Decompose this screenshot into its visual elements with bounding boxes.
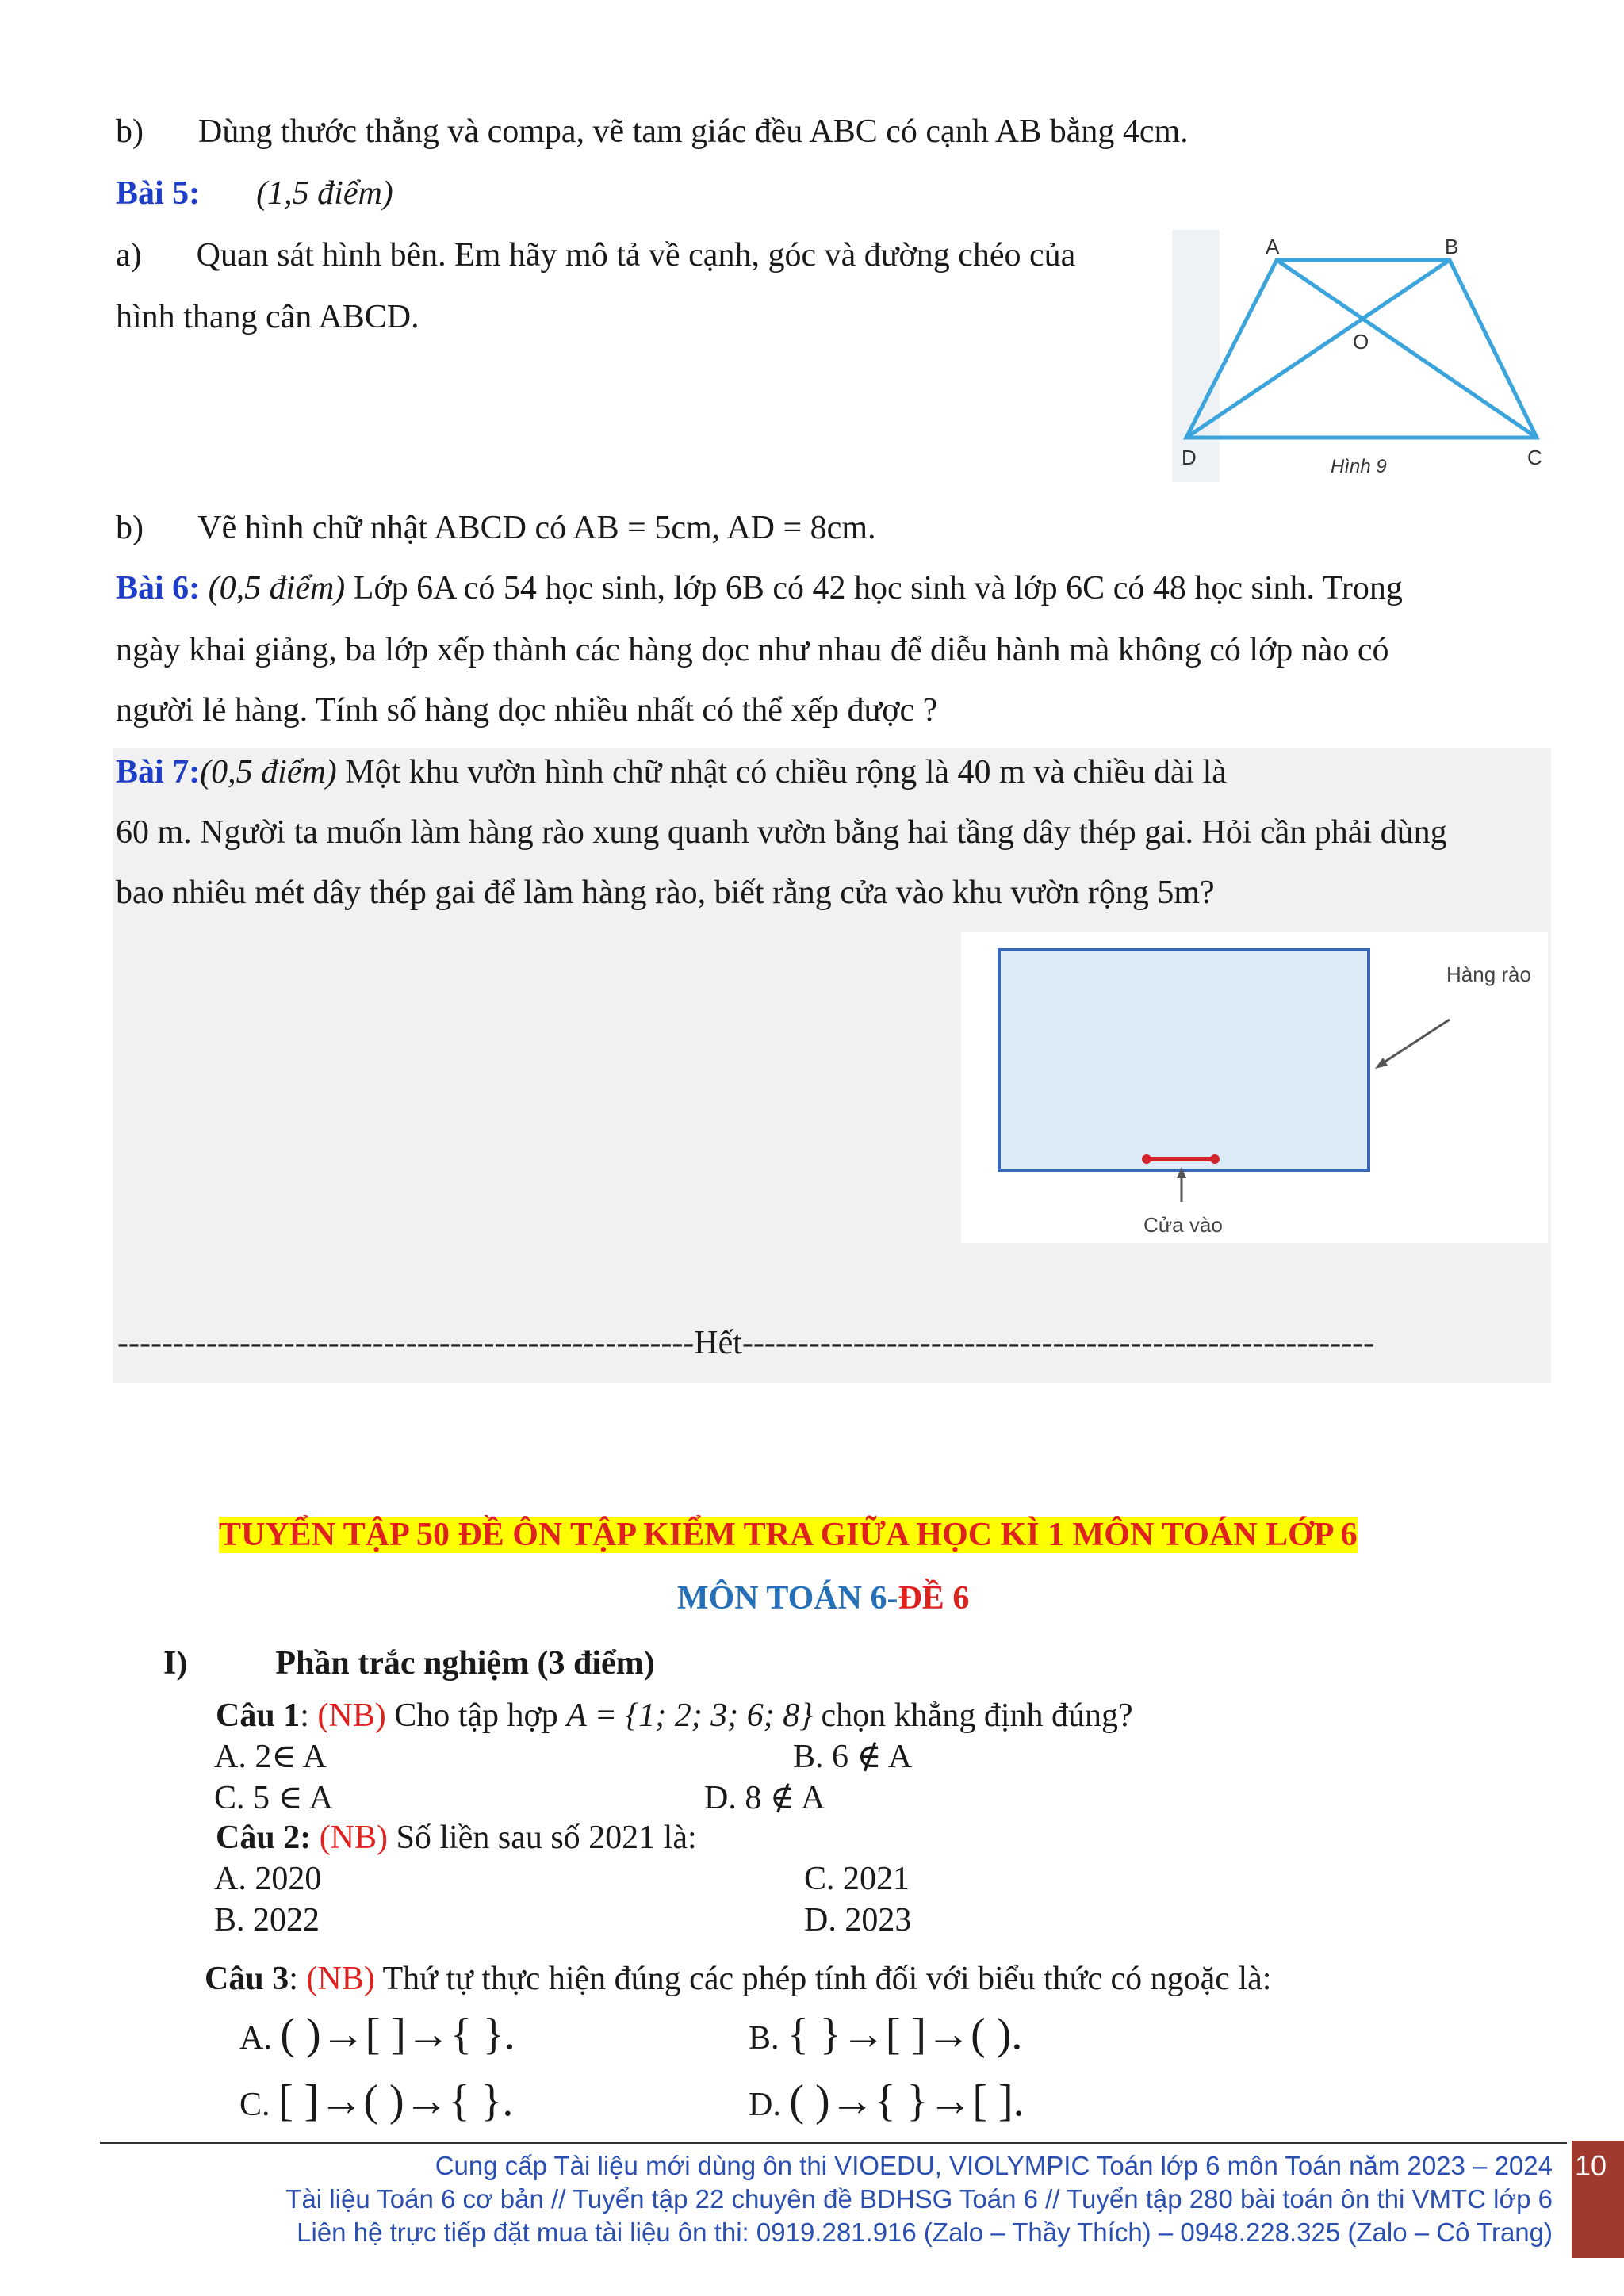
item-label: b) [116,510,144,546]
section-title [219,1514,1358,1556]
exam-title-main: MÔN TOÁN 6- [677,1580,898,1617]
item-label: a) [116,237,142,274]
exam-title-number: ĐỀ 6 [898,1580,970,1617]
bai6-text: Lớp 6A có 54 học sinh, lớp 6B có 42 học sinh và lớp 6C có 48 học sinh. Trong [345,570,1403,607]
cau1-text-a: Cho tập hợp [385,1697,567,1734]
trapezoid-figure [1172,230,1553,482]
bai5-a-line2: hình thang cân ABCD. [116,299,419,335]
end-separator: ----------------------------------------------------Hết--------------------------------------------------------- [117,1325,1375,1361]
cau3-option-a [239,2010,515,2059]
cau1-text-b: chọn khẳng định đúng? [813,1697,1133,1734]
vertex-b-label: B [1445,235,1459,258]
cau1-set: A = {1; 2; 3; 6; 8} [566,1697,814,1734]
page-number-text: 10 [1575,2149,1607,2182]
bai6-line3: người lẻ hàng. Tính số hàng dọc nhiều nhất có thể xếp được ? [116,692,938,729]
cau1-question: Câu 1: (NB) Cho tập hợp A = {1; 2; 3; 6; 8} chọn khẳng định đúng? [216,1697,1133,1734]
garden-figure [961,932,1548,1243]
bai6-label: Bài 6: [116,570,201,607]
option-label: B. [749,2020,779,2057]
bai5-a-line1 [116,235,1075,276]
option-expression: ( )→{ }→[ ]. [789,2076,1025,2126]
cau1-option-a: A. 2∈ A [214,1739,327,1775]
gate-endpoint-right [1210,1154,1220,1164]
option-expression: ( )→[ ]→{ }. [280,2010,515,2059]
cau2-text: Số liền sau số 2021 là: [388,1820,697,1856]
option-label: A. [239,2020,272,2057]
bai7-line2: 60 m. Người ta muốn làm hàng rào xung quanh vườn bằng hai tầng dây thép gai. Hỏi cần phải dùng [116,814,1447,851]
fence-label: Hàng rào [1446,962,1531,986]
option-label: D. [749,2087,781,2123]
figure-shadow [1172,230,1220,482]
bai6-line1 [116,568,1403,609]
cau1-level: (NB) [317,1697,386,1734]
garden-rectangle [999,950,1369,1170]
figure-caption: Hình 9 [1331,456,1387,477]
bai5-b-line [116,507,876,549]
vertex-a-label: A [1266,235,1280,258]
cau3-question: Câu 3: (NB) Thứ tự thực hiện đúng các phép tính đối với biểu thức có ngoặc là: [205,1961,1272,1997]
option-expression: [ ]→( )→{ }. [278,2076,514,2126]
gate-label: Cửa vào [1143,1213,1223,1237]
bai5-heading [116,173,393,214]
cau2-option-b: B. 2022 [214,1902,320,1938]
cau1-option-c: C. 5 ∈ A [214,1780,334,1816]
bai7-line3: bao nhiêu mét dây thép gai để làm hàng rào, biết rằng cửa vào khu vườn rộng 5m? [116,874,1215,911]
point-o-label: O [1353,330,1369,354]
footer-line2: Tài liệu Toán 6 cơ bản // Tuyển tập 22 chuyên đề BDHSG Toán 6 // Tuyển tập 280 bài toán ôn thi VMTC lớp 6 [285,2184,1553,2214]
cau3-level: (NB) [306,1961,375,1997]
bai7-label: Bài 7: [116,754,201,790]
bai5-score: (1,5 điểm) [256,175,393,212]
option-label: C. [239,2087,270,2123]
footer-line3: Liên hệ trực tiếp đặt mua tài liệu ôn thi: 0919.281.916 (Zalo – Thầy Thích) – 0948.228.325 (Zalo – Cô Trang) [297,2218,1553,2247]
cau3-option-d [749,2076,1025,2126]
bai7-text: Một khu vườn hình chữ nhật có chiều rộng là 40 m và chiều dài là [336,754,1227,790]
footer-divider [100,2142,1567,2144]
part1-title: Phần trắc nghiệm (3 điểm) [275,1645,655,1682]
vertex-d-label: D [1182,446,1197,469]
bai6-line2: ngày khai giảng, ba lớp xếp thành các hàng dọc như nhau để diễu hành mà không có lớp nào có [116,632,1389,668]
cau3-label: Câu 3 [205,1961,289,1997]
section-title-text: TUYỂN TẬP 50 ĐỀ ÔN TẬP KIỂM TRA GIỮA HỌC KÌ 1 MÔN TOÁN LỚP 6 [219,1517,1358,1553]
option-expression: { }→[ ]→( ). [787,2010,1023,2059]
cau2-level: (NB) [319,1820,389,1856]
cau1-option-d: D. 8 ∉ A [704,1780,825,1816]
item-label: b) [116,113,144,150]
cau2-option-a: A. 2020 [214,1861,322,1897]
part1-number: I) [163,1645,188,1682]
cau2-label: Câu 2: [216,1820,312,1856]
cau1-option-b: B. 6 ∉ A [793,1739,913,1775]
item-text: Dùng thước thẳng và compa, vẽ tam giác đều ABC có cạnh AB bằng 4cm. [198,113,1189,150]
gate-endpoint-left [1142,1154,1151,1164]
bai6-score: (0,5 điểm) [208,570,346,607]
cau2-option-d: D. 2023 [804,1902,912,1938]
cau3-option-b [749,2010,1023,2059]
cau3-text: Thứ tự thực hiện đúng các phép tính đối với biểu thức có ngoặc là: [374,1961,1272,1997]
item-text: Vẽ hình chữ nhật ABCD có AB = 5cm, AD = 8cm. [197,510,876,546]
cau2-option-c: C. 2021 [804,1861,910,1897]
bai7-line1 [116,752,1227,793]
bai5-label: Bài 5: [116,175,201,212]
cau1-label: Câu 1 [216,1697,301,1734]
exam-title [677,1578,969,1619]
part1-heading [163,1643,655,1684]
cau3-option-c [239,2076,514,2126]
footer-line1: Cung cấp Tài liệu mới dùng ôn thi VIOEDU, VIOLYMPIC Toán lớp 6 môn Toán năm 2023 – 2024 [435,2151,1553,2180]
bai7-score: (0,5 điểm) [200,754,337,790]
vertex-c-label: C [1527,446,1542,469]
cau2-question [216,1817,697,1858]
item-text: Quan sát hình bên. Em hãy mô tả về cạnh, góc và đường chéo của [196,237,1076,274]
top-b-line [116,111,1189,152]
page-number [1572,2141,1624,2258]
